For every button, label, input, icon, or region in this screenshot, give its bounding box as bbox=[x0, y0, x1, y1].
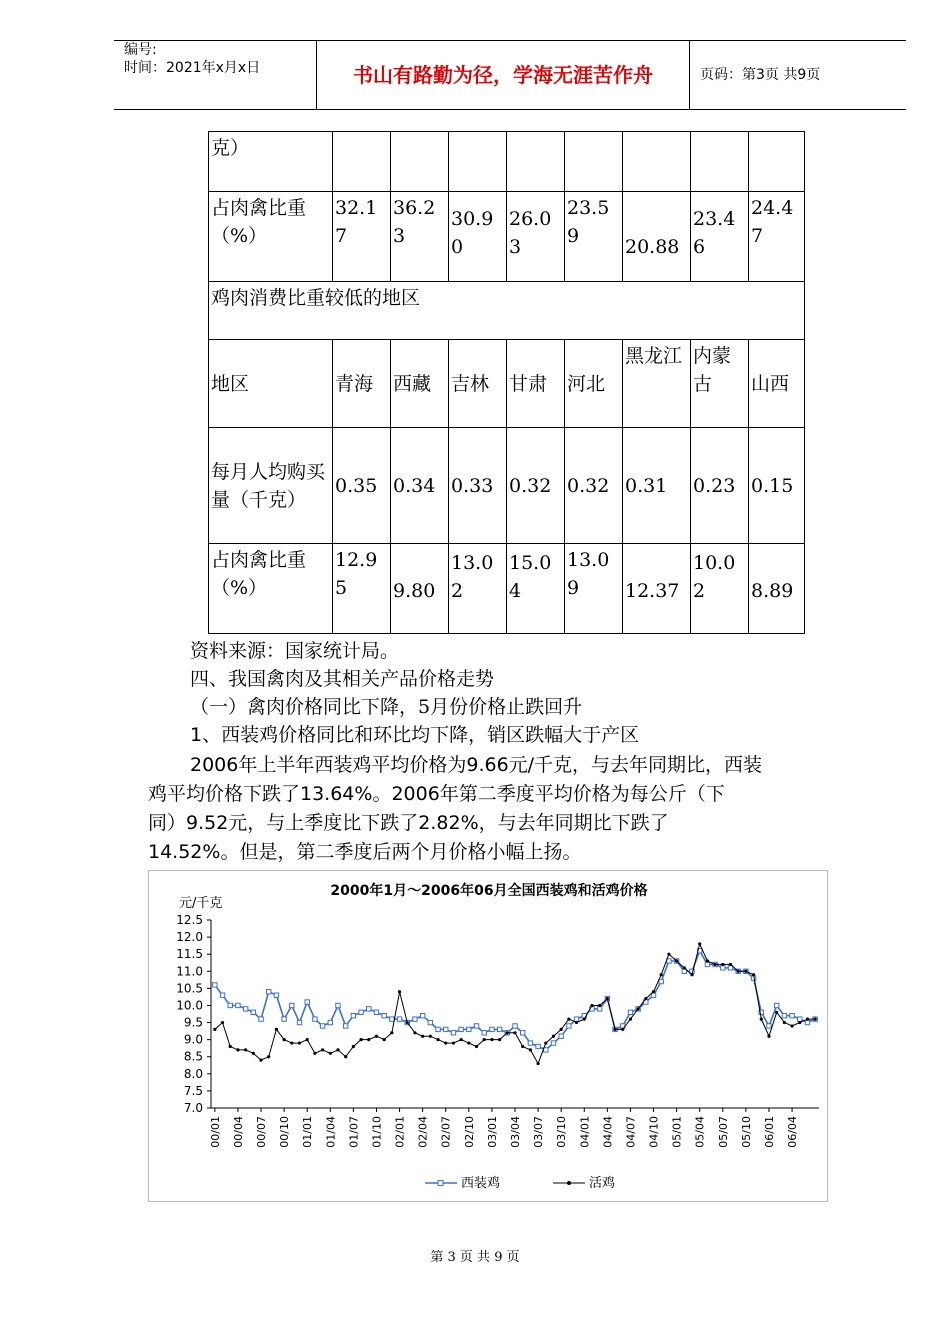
data-point bbox=[675, 959, 678, 962]
paragraph-line: 同）9.52元，与上季度比下跌了2.82%，与去年同期比下跌了 bbox=[148, 812, 669, 834]
data-point bbox=[483, 1038, 486, 1041]
row-label: 每月人均购买量（千克） bbox=[209, 428, 333, 544]
x-tick-label: 03/07 bbox=[532, 1116, 546, 1148]
data-point bbox=[374, 1010, 378, 1014]
x-tick-label: 02/10 bbox=[462, 1116, 476, 1148]
x-tick-label: 00/04 bbox=[231, 1116, 245, 1148]
data-point bbox=[659, 979, 663, 983]
data-point bbox=[767, 1024, 771, 1028]
data-point bbox=[267, 990, 271, 994]
data-point bbox=[775, 1011, 778, 1014]
x-tick-label: 04/10 bbox=[647, 1116, 661, 1148]
data-point bbox=[444, 1027, 448, 1031]
item-heading: 1、西装鸡价格同比和环比均下降，销区跌幅大于产区 bbox=[190, 724, 640, 746]
header-motto: 书山有路勤为径，学海无涯苦作舟 bbox=[316, 41, 690, 109]
data-point bbox=[513, 1024, 517, 1028]
chart-title: 2000年1月～2006年06月全国西装鸡和活鸡价格 bbox=[330, 883, 648, 899]
section-heading: 四、我国禽肉及其相关产品价格走势 bbox=[190, 668, 495, 690]
data-point bbox=[806, 1018, 809, 1021]
data-point bbox=[597, 1007, 601, 1011]
data-point bbox=[798, 1021, 801, 1024]
data-point bbox=[305, 1000, 309, 1004]
data-point bbox=[644, 997, 647, 1000]
data-point bbox=[559, 1034, 563, 1038]
data-point bbox=[498, 1038, 501, 1041]
data-point bbox=[275, 1028, 278, 1031]
table-cell: 山西 bbox=[749, 340, 805, 428]
price-chart-svg bbox=[149, 871, 827, 1201]
data-point bbox=[790, 1024, 793, 1027]
table-row bbox=[209, 428, 805, 544]
document-date-label: 时间：2021年x月x日 bbox=[124, 60, 261, 76]
data-point bbox=[298, 1041, 301, 1044]
data-point bbox=[544, 1041, 547, 1044]
section-title: 鸡肉消费比重较低的地区 bbox=[209, 282, 805, 340]
table-cell: 0.32 bbox=[565, 428, 623, 544]
data-point bbox=[520, 1031, 524, 1035]
data-point bbox=[506, 1031, 509, 1034]
data-point bbox=[221, 1021, 224, 1024]
x-tick-label: 06/01 bbox=[762, 1116, 776, 1148]
data-point bbox=[598, 1004, 601, 1007]
table-cell: 内蒙古 bbox=[691, 340, 749, 428]
paragraph-line: 14.52%。但是，第二季度后两个月价格小幅上扬。 bbox=[148, 841, 582, 863]
table-cell: 15.04 bbox=[507, 544, 565, 634]
x-tick-label: 01/07 bbox=[347, 1116, 361, 1148]
data-point bbox=[628, 1010, 632, 1014]
data-point bbox=[290, 1003, 294, 1007]
data-point bbox=[421, 1035, 424, 1038]
x-tick-label: 03/04 bbox=[509, 1116, 522, 1148]
data-point bbox=[760, 1018, 763, 1021]
table-cell: 青海 bbox=[333, 340, 391, 428]
x-tick-label: 04/07 bbox=[624, 1116, 638, 1148]
data-point bbox=[490, 1038, 493, 1041]
data-point bbox=[474, 1024, 478, 1028]
data-point bbox=[729, 963, 732, 966]
x-tick-label: 05/01 bbox=[670, 1116, 684, 1148]
data-point bbox=[521, 1045, 524, 1048]
x-tick-label: 01/01 bbox=[301, 1116, 315, 1148]
table-cell: 13.02 bbox=[449, 544, 507, 634]
data-point bbox=[320, 1024, 324, 1028]
table-cell: 26.03 bbox=[507, 192, 565, 282]
data-point bbox=[436, 1038, 439, 1041]
data-point bbox=[490, 1027, 494, 1031]
legend-marker bbox=[567, 1181, 571, 1185]
data-point bbox=[444, 1041, 447, 1044]
chart-lines bbox=[213, 942, 818, 1065]
table-cell: 32.17 bbox=[333, 192, 391, 282]
data-point bbox=[774, 1003, 778, 1007]
data-point bbox=[243, 1007, 247, 1011]
data-point bbox=[413, 1017, 417, 1021]
table-cell: 20.88 bbox=[623, 192, 691, 282]
data-point bbox=[721, 966, 725, 970]
data-point bbox=[229, 1045, 232, 1048]
table-row bbox=[209, 132, 805, 192]
data-point bbox=[528, 1041, 532, 1045]
x-tick-label: 02/04 bbox=[416, 1116, 430, 1148]
data-point bbox=[390, 1017, 394, 1021]
price-chart bbox=[148, 870, 828, 1202]
x-tick-label: 00/01 bbox=[208, 1116, 222, 1148]
data-point bbox=[652, 990, 655, 993]
data-point bbox=[606, 997, 609, 1000]
data-point bbox=[413, 1031, 416, 1034]
data-point bbox=[590, 1004, 593, 1007]
x-tick-label: 05/10 bbox=[739, 1116, 753, 1148]
table-cell: 0.32 bbox=[507, 428, 565, 544]
data-point bbox=[683, 966, 686, 969]
y-tick-label: 11.0 bbox=[176, 964, 203, 979]
table-cell: 23.46 bbox=[691, 192, 749, 282]
table-row bbox=[209, 192, 805, 282]
data-point bbox=[213, 983, 217, 987]
data-point bbox=[367, 1007, 371, 1011]
data-point bbox=[236, 1003, 240, 1007]
table-cell: 8.89 bbox=[749, 544, 805, 634]
data-point bbox=[737, 970, 740, 973]
data-point bbox=[359, 1038, 362, 1041]
y-tick-label: 9.5 bbox=[183, 1015, 203, 1030]
data-point bbox=[459, 1027, 463, 1031]
header-page-number: 页码：第3页 共9页 bbox=[700, 67, 821, 83]
data-point bbox=[274, 993, 278, 997]
data-point bbox=[637, 1007, 640, 1010]
data-point bbox=[259, 1059, 262, 1062]
data-point bbox=[744, 970, 747, 973]
data-point bbox=[497, 1027, 501, 1031]
x-tick-label: 04/01 bbox=[578, 1116, 592, 1148]
data-point bbox=[767, 1035, 770, 1038]
table-cell: 10.02 bbox=[691, 544, 749, 634]
data-point bbox=[428, 1020, 432, 1024]
page-footer: 第 3 页 共 9 页 bbox=[430, 1250, 520, 1265]
paragraph-line: 2006年上半年西装鸡平均价格为9.66元/千克，与去年同期比，西装 bbox=[190, 754, 763, 776]
data-point bbox=[782, 1014, 786, 1018]
table-cell: 9.80 bbox=[391, 544, 449, 634]
table-cell: 13.09 bbox=[565, 544, 623, 634]
data-point bbox=[383, 1038, 386, 1041]
consumption-table bbox=[208, 131, 805, 634]
data-point bbox=[805, 1020, 809, 1024]
y-tick-label: 11.5 bbox=[176, 947, 203, 962]
page-header bbox=[114, 40, 906, 110]
table-cell: 23.59 bbox=[565, 192, 623, 282]
table-cell: 36.23 bbox=[391, 192, 449, 282]
data-point bbox=[613, 1028, 616, 1031]
header-meta bbox=[114, 41, 324, 109]
x-tick-label: 02/07 bbox=[439, 1116, 453, 1148]
data-point bbox=[375, 1035, 378, 1038]
data-point bbox=[690, 973, 693, 976]
legend-marker bbox=[438, 1181, 443, 1186]
data-point bbox=[397, 1017, 401, 1021]
paragraph-line: 鸡平均价格下跌了13.64%。2006年第二季度平均价格为每公斤（下 bbox=[148, 783, 725, 805]
data-point bbox=[467, 1041, 470, 1044]
document-number-label: 编号: bbox=[124, 42, 157, 58]
table-row bbox=[209, 282, 805, 340]
x-tick-label: 05/07 bbox=[716, 1116, 730, 1148]
x-tick-label: 06/04 bbox=[786, 1116, 800, 1148]
x-tick-label: 00/10 bbox=[278, 1116, 292, 1148]
data-point bbox=[783, 1021, 786, 1024]
table-row bbox=[209, 340, 805, 428]
data-point bbox=[705, 962, 709, 966]
data-point bbox=[721, 963, 724, 966]
data-point bbox=[790, 1014, 794, 1018]
x-tick-label: 05/04 bbox=[693, 1116, 707, 1148]
data-point bbox=[367, 1038, 370, 1041]
chart-legend bbox=[425, 1175, 615, 1191]
data-point bbox=[252, 1052, 255, 1055]
table-cell: 30.90 bbox=[449, 192, 507, 282]
data-point bbox=[513, 1031, 516, 1034]
row-label: 占肉禽比重（%） bbox=[209, 192, 333, 282]
data-point bbox=[306, 1038, 309, 1041]
table-cell: 0.15 bbox=[749, 428, 805, 544]
table-cell: 0.33 bbox=[449, 428, 507, 544]
table-cell: 0.31 bbox=[623, 428, 691, 544]
x-tick-label: 01/04 bbox=[324, 1116, 338, 1148]
data-point bbox=[321, 1048, 324, 1051]
table-cell: 12.95 bbox=[333, 544, 391, 634]
data-point bbox=[328, 1020, 332, 1024]
data-point bbox=[698, 942, 701, 945]
subsection-heading: （一）禽肉价格同比下降，5月份价格止跌回升 bbox=[190, 696, 583, 718]
x-tick-label: 02/01 bbox=[393, 1116, 407, 1148]
y-tick-label: 10.5 bbox=[176, 981, 203, 996]
data-point bbox=[251, 1010, 255, 1014]
data-point bbox=[336, 1048, 339, 1051]
data-point bbox=[629, 1018, 632, 1021]
data-point bbox=[451, 1031, 455, 1035]
table-cell: 西藏 bbox=[391, 340, 449, 428]
data-point bbox=[583, 1018, 586, 1021]
y-tick-label: 7.0 bbox=[183, 1101, 203, 1115]
table-cell: 黑龙江 bbox=[623, 340, 691, 428]
data-point bbox=[244, 1048, 247, 1051]
x-tick-label: 03/01 bbox=[485, 1116, 499, 1148]
data-point bbox=[436, 1027, 440, 1031]
data-point bbox=[390, 1031, 393, 1034]
data-point bbox=[259, 1017, 263, 1021]
x-tick-label: 03/10 bbox=[555, 1116, 569, 1148]
data-point bbox=[475, 1045, 478, 1048]
data-point bbox=[282, 1017, 286, 1021]
data-point bbox=[660, 973, 663, 976]
data-point bbox=[560, 1028, 563, 1031]
data-point bbox=[482, 1031, 486, 1035]
source-note: 资料来源：国家统计局。 bbox=[190, 640, 400, 662]
data-point bbox=[567, 1018, 570, 1021]
data-point bbox=[352, 1045, 355, 1048]
data-point bbox=[344, 1055, 347, 1058]
y-tick-label: 7.5 bbox=[183, 1083, 203, 1098]
data-point bbox=[213, 1028, 216, 1031]
data-point bbox=[552, 1035, 555, 1038]
data-point bbox=[529, 1048, 532, 1051]
x-tick-label: 00/07 bbox=[255, 1116, 269, 1148]
data-point bbox=[574, 1017, 578, 1021]
data-point bbox=[452, 1041, 455, 1044]
table-cell: 河北 bbox=[565, 340, 623, 428]
row-label: 地区 bbox=[209, 340, 333, 428]
data-point bbox=[329, 1052, 332, 1055]
table-cell: 0.34 bbox=[391, 428, 449, 544]
data-point bbox=[297, 1020, 301, 1024]
data-point bbox=[236, 1048, 239, 1051]
y-tick-label: 8.0 bbox=[183, 1066, 203, 1081]
data-point bbox=[336, 1003, 340, 1007]
table-cell: 吉林 bbox=[449, 340, 507, 428]
x-tick-label: 01/10 bbox=[370, 1116, 384, 1148]
row-label: 占肉禽比重（%） bbox=[209, 544, 333, 634]
data-point bbox=[621, 1028, 624, 1031]
table-cell: 24.47 bbox=[749, 192, 805, 282]
legend-label: 活鸡 bbox=[589, 1176, 616, 1191]
data-point bbox=[567, 1024, 571, 1028]
data-point bbox=[467, 1027, 471, 1031]
table-cell: 0.23 bbox=[691, 428, 749, 544]
data-point bbox=[313, 1052, 316, 1055]
data-point bbox=[359, 1010, 363, 1014]
data-point bbox=[351, 1014, 355, 1018]
y-tick-label: 12.5 bbox=[176, 913, 203, 927]
legend-label: 西装鸡 bbox=[461, 1176, 501, 1191]
data-point bbox=[706, 959, 709, 962]
data-point bbox=[343, 1024, 347, 1028]
data-point bbox=[429, 1035, 432, 1038]
table-cell: 12.37 bbox=[623, 544, 691, 634]
y-tick-label: 12.0 bbox=[176, 930, 203, 945]
data-point bbox=[220, 993, 224, 997]
data-point bbox=[551, 1041, 555, 1045]
x-tick-label: 04/04 bbox=[601, 1116, 615, 1148]
data-point bbox=[267, 1055, 270, 1058]
data-point bbox=[460, 1038, 463, 1041]
y-tick-label: 10.0 bbox=[176, 998, 203, 1013]
data-point bbox=[536, 1044, 540, 1048]
data-point bbox=[228, 1003, 232, 1007]
table-cell: 0.35 bbox=[333, 428, 391, 544]
y-tick-label: 8.5 bbox=[183, 1049, 203, 1064]
data-point bbox=[536, 1062, 539, 1065]
data-point bbox=[798, 1017, 802, 1021]
data-point bbox=[814, 1018, 817, 1021]
data-point bbox=[382, 1014, 386, 1018]
data-point bbox=[398, 990, 401, 993]
data-point bbox=[752, 973, 755, 976]
data-point bbox=[420, 1014, 424, 1018]
table-row bbox=[209, 544, 805, 634]
data-point bbox=[575, 1021, 578, 1024]
data-point bbox=[313, 1017, 317, 1021]
data-point bbox=[290, 1041, 293, 1044]
y-tick-label: 9.0 bbox=[183, 1032, 203, 1047]
data-point bbox=[667, 953, 670, 956]
y-axis-label: 元/千克 bbox=[179, 896, 223, 911]
data-point bbox=[714, 963, 717, 966]
data-point bbox=[406, 1021, 409, 1024]
row-label: 克） bbox=[209, 132, 333, 192]
data-point bbox=[283, 1038, 286, 1041]
table-cell: 甘肃 bbox=[507, 340, 565, 428]
